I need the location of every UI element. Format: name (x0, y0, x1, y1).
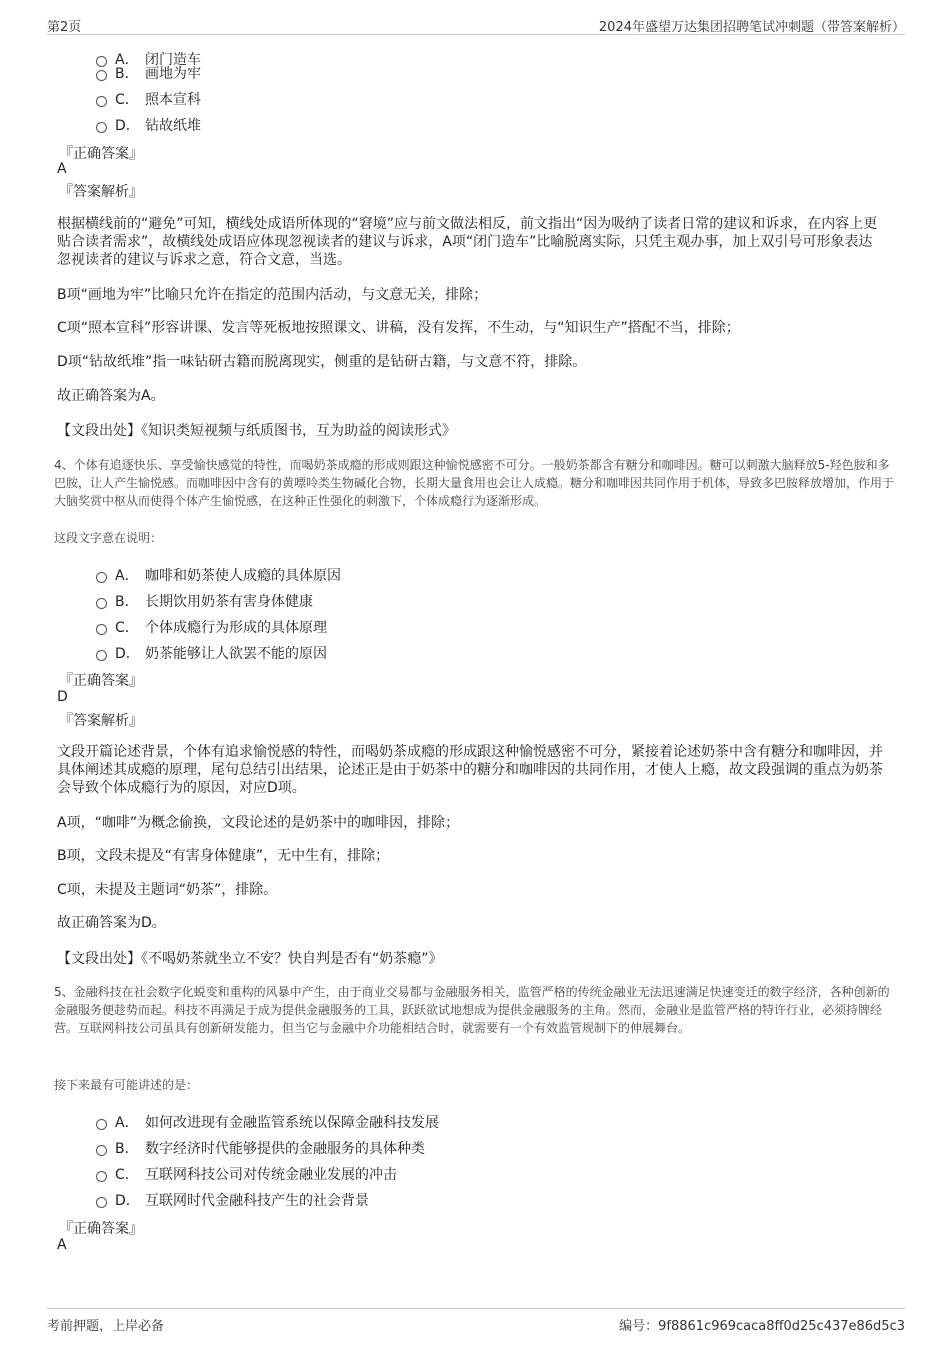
analysis-paragraph: 文段开篇论述背景，个体有追求愉悦感的特性，而喝奶茶成瘾的形成跟这种愉悦感密不可分，紧接着论述奶茶中含有糖分和咖啡因，并具体阐述其成瘾的原理，尾句总结引出结果，论述正是由于奶茶中的糖分和咖啡因的共同作用，才使人上瘾，故文段强调的重点为奶茶会导致个体成瘾行为的原因，对应D项。 (57, 744, 883, 796)
analysis-paragraph: C项，未提及主题词“奶茶”，排除。 (57, 882, 278, 898)
radio-icon[interactable] (96, 1171, 107, 1182)
analysis-label: 『答案解析』 (59, 713, 143, 729)
source-citation: 【文段出处】《知识类短视频与纸质图书，互为助益的阅读形式》 (57, 423, 456, 439)
option-b[interactable]: B． 数字经济时代能够提供的金融服务的具体种类 (96, 1138, 425, 1160)
analysis-conclusion: 故正确答案为D。 (57, 915, 166, 931)
option-d[interactable]: D． 互联网时代金融科技产生的社会背景 (96, 1190, 369, 1212)
radio-icon[interactable] (96, 1145, 107, 1156)
radio-icon[interactable] (96, 624, 107, 635)
analysis-paragraph: C项“照本宣科”形容讲课、发言等死板地按照课文、讲稿，没有发挥，不生动，与“知识生产”搭配不当，排除； (57, 320, 740, 336)
option-c[interactable]: C． 照本宣科 (96, 89, 201, 111)
question-passage: 5、金融科技在社会数字化蜕变和重构的风暴中产生，由于商业交易都与金融服务相关，监管严格的传统金融业无法迅速满足快速变迁的数字经济，各种创新的金融服务便趁势而起。科技不再满足于成为提供金融服务的工具，跃跃欲试地想成为提供金融服务的主角。然而，金融业是监管严格的特许行业，必须持牌经营。互联网科技公司虽具有创新研发能力，但当它与金融中介功能相结合时，就需要有一个有效监管规制下的伸展舞台。 (54, 985, 890, 1035)
option-b[interactable]: B． 画地为牢 (96, 63, 201, 85)
question-prompt: 这段文字意在说明： (54, 531, 163, 545)
radio-icon[interactable] (96, 1119, 107, 1130)
option-b[interactable]: B． 长期饮用奶茶有害身体健康 (96, 591, 313, 613)
radio-icon[interactable] (96, 572, 107, 583)
page-header (47, 14, 905, 35)
answer-value: A (57, 1237, 67, 1253)
option-a[interactable]: A． 如何改进现有金融监管系统以保障金融科技发展 (96, 1112, 439, 1134)
document-title: 2024年盛望万达集团招聘笔试冲刺题（带答案解析） (598, 20, 905, 35)
analysis-paragraph: B项，文段未提及“有害身体健康”，无中生有，排除； (57, 848, 390, 864)
footer-slogan: 考前押题，上岸必备 (47, 1319, 165, 1334)
source-citation: 【文段出处】《不喝奶茶就坐立不安？快自判是否有“奶茶瘾”》 (57, 951, 443, 967)
option-a[interactable]: A． 咖啡和奶茶使人成瘾的具体原因 (96, 565, 341, 587)
analysis-conclusion: 故正确答案为A。 (57, 388, 165, 404)
option-c[interactable]: C． 互联网科技公司对传统金融业发展的冲击 (96, 1164, 397, 1186)
question-prompt: 接下来最有可能讲述的是： (54, 1078, 199, 1092)
radio-icon[interactable] (96, 650, 107, 661)
radio-icon[interactable] (96, 122, 107, 133)
radio-icon[interactable] (96, 1197, 107, 1208)
page-number: 第2页 (47, 20, 82, 35)
document-id: 编号：9f8861c969caca8ff0d25c437e86d5c3 (619, 1319, 905, 1334)
page-footer (47, 1308, 905, 1339)
option-d[interactable]: D． 奶茶能够让人欲罢不能的原因 (96, 643, 327, 665)
radio-icon[interactable] (96, 70, 107, 81)
analysis-paragraph: A项，“咖啡”为概念偷换，文段论述的是奶茶中的咖啡因，排除； (57, 815, 460, 831)
analysis-paragraph: D项“钻故纸堆”指一味钻研古籍而脱离现实，侧重的是钻研古籍，与文意不符，排除。 (57, 354, 587, 370)
answer-label: 『正确答案』 (59, 673, 143, 689)
analysis-label: 『答案解析』 (59, 184, 143, 200)
analysis-paragraph: 根据横线前的“避免”可知，横线处成语所体现的“窘境”应与前文做法相反，前文指出“因为吸纳了读者日常的建议和诉求，在内容上更贴合读者需求”，故横线处成语应体现忽视读者的建议与诉求，A项“闭门造车”比喻脱离实际，只凭主观办事，加上双引号可形象表达忽视读者的建议与诉求之意，符合文意，当选。 (57, 216, 878, 268)
answer-label: 『正确答案』 (59, 146, 143, 162)
option-d[interactable]: D． 钻故纸堆 (96, 115, 201, 137)
answer-label: 『正确答案』 (59, 1221, 143, 1237)
answer-value: A (57, 161, 67, 177)
answer-value: D (57, 689, 68, 705)
option-a[interactable]: A． 闭门造车 (96, 49, 201, 71)
question-passage: 4、个体有追逐快乐、享受愉快感觉的特性，而喝奶茶成瘾的形成则跟这种愉悦感密不可分。一般奶茶都含有糖分和咖啡因。糖可以刺激大脑释放5-羟色胺和多巴胺，让人产生愉悦感。而咖啡因中含有的黄嘌呤类生物碱化合物，长期大量食用也会让人成瘾。糖分和咖啡因共同作用于机体，导致多巴胺释放增加，作用于大脑奖赏中枢从而使得个体产生愉悦感，在这种正性强化的刺激下，个体成瘾行为逐渐形成。 (54, 458, 895, 508)
option-c[interactable]: C． 个体成瘾行为形成的具体原理 (96, 617, 327, 639)
analysis-paragraph: B项“画地为牢”比喻只允许在指定的范围内活动，与文意无关，排除； (57, 287, 488, 303)
radio-icon[interactable] (96, 598, 107, 609)
radio-icon[interactable] (96, 96, 107, 107)
